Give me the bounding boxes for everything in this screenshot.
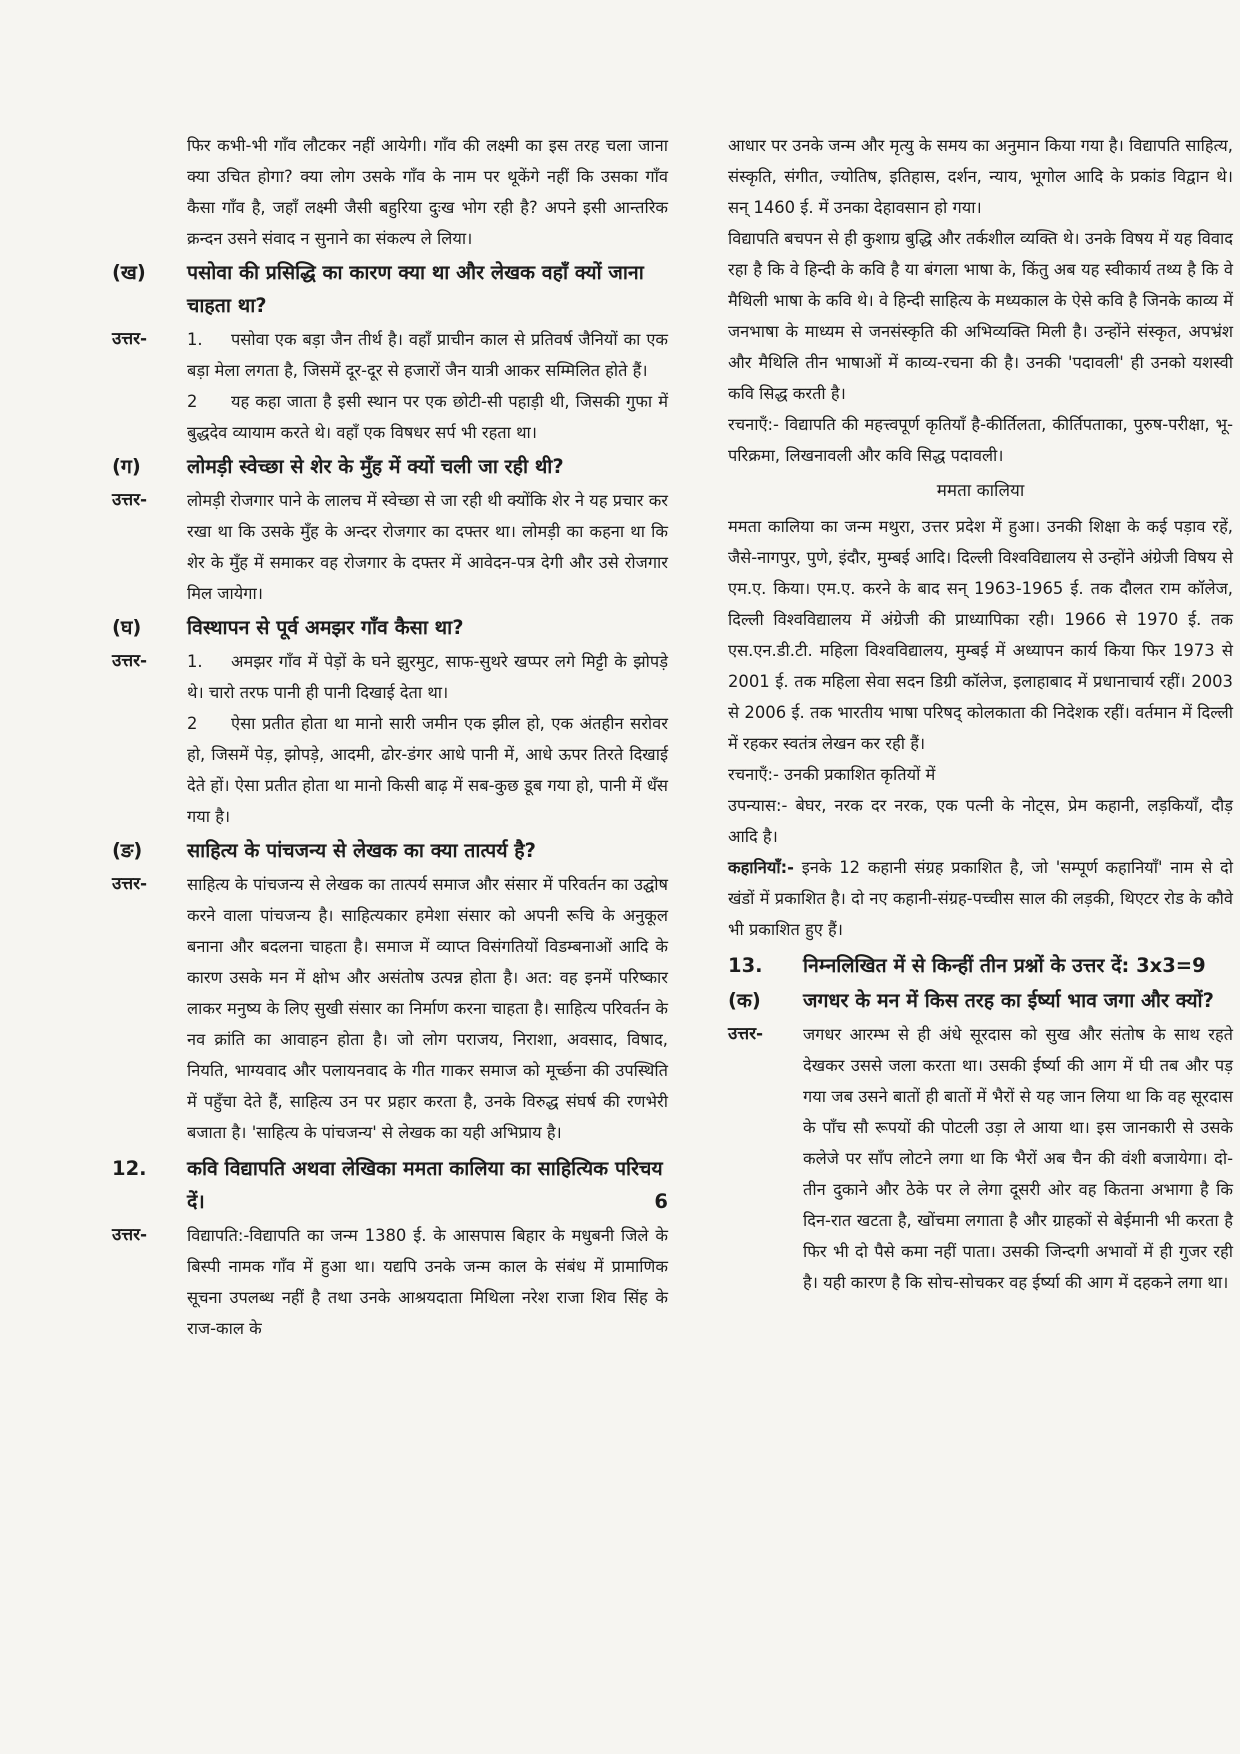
answer-point-2: 2 यह कहा जाता है इसी स्थान पर एक छोटी-सी पहाड़ी थी, जिसकी गुफा में बुद्धदेव व्यायाम करते थे। वहाँ एक विषधर सर्प भी रहता था।	[187, 392, 668, 442]
question-ka: (क) जगधर के मन में किस तरह का ईर्ष्या भाव जगा और क्यों?	[728, 989, 1214, 1012]
vidyapati-continuation: आधार पर उनके जन्म और मृत्यु के समय का अनुमान किया गया है। विद्यापति साहित्य, संस्कृति, संगीत, ज्योतिष, इतिहास, दर्शन, न्याय, भूगोल आदि के प्रकांड विद्वान थे। सन् 1460 ई. में उनका देहावसान हो गया।	[728, 136, 1233, 217]
mamta-novels: उपन्यास:- बेघर, नरक दर नरक, एक पत्नी के नोट्स, प्रेम कहानी, लड़कियाँ, दौड़ आदि है।	[728, 796, 1233, 846]
question-ga: (ग) लोमड़ी स्वेच्छा से शेर के मुँह में क्यों चली जा रही थी?	[112, 455, 564, 478]
question-text: पसोवा की प्रसिद्धि का कारण क्या था और लेखक वहाँ क्यों जाना चाहता था?	[187, 261, 644, 317]
question-13: 13. निम्नलिखित में से किन्हीं तीन प्रश्नों के उत्तर दें: 3x3=9	[728, 954, 1206, 977]
answer-point-2: 2 ऐसा प्रतीत होता था मानो सारी जमीन एक झील हो, एक अंतहीन सरोवर हो, जिसमें पेड़, झोपड़े, आदमी, ढोर-डंगर आधे पानी में, आधे ऊपर तिरते दिखाई देते हों। ऐसा प्रतीत होता था मानो किसी बाढ़ में सब-कुछ डूब गया हो, पानी में धँस गया है।	[187, 714, 668, 826]
intro-paragraph: फिर कभी-भी गाँव लौटकर नहीं आयेगी। गाँव की लक्ष्मी का इस तरह चला जाना क्या उचित होगा? क्या लोग उसके गाँव के नाम पर थूकेंगे नहीं कि उसका गाँव कैसा गाँव है, जहाँ लक्ष्मी जैसी बहुरिया दुःख भोग रही है? अपने इसी आन्तरिक क्रन्दन उसने संवाद न सुनाने का संकल्प ले लिया।	[187, 136, 668, 248]
vidyapati-works: रचनाएँ:- विद्यापति की महत्त्वपूर्ण कृतियाँ है-कीर्तिलता, कीर्तिपताका, पुरुष-परीक्षा, भू-परिक्रमा, लिखनावली और कवि सिद्ध पदावली।	[728, 415, 1233, 465]
mamta-intro: ममता कालिया का जन्म मथुरा, उत्तर प्रदेश में हुआ। उनकी शिक्षा के कई पड़ाव रहें, जैसे-नागपुर, पुणे, इंदौर, मुम्बई आदि। दिल्ली विश्वविद्यालय से उन्होंने अंग्रेजी विषय से एम.ए. किया। एम.ए. करने के बाद सन् 1963-1965 ई. तक दौलत राम कॉलेज, दिल्ली विश्वविद्यालय में अंग्रेजी की प्राध्यापिका रही। 1966 से 1970 ई. तक एस.एन.डी.टी. महिला विश्वविद्यालय, मुम्बई में अध्यापन कार्य किया फिर 1973 से 2001 ई. तक महिला सेवा सदन डिग्री कॉलेज, इलाहाबाद में प्रधानाचार्य रहीं। 2003 से 2006 ई. तक भारतीय भाषा परिषद् कोलकाता की निदेशक रहीं। वर्तमान में दिल्ली में रहकर स्वतंत्र लेखन कर रही हैं।	[728, 517, 1233, 753]
marks: 6	[654, 1190, 668, 1213]
question-kha	[112, 256, 668, 322]
question-12: 12. कवि विद्यापति अथवा लेखिका ममता कालिया का साहित्यिक परिचय दें। 6	[112, 1152, 668, 1218]
question-nga: (ङ) साहित्य के पांचजन्य से लेखक का क्या तात्पर्य है?	[112, 839, 536, 862]
answer-gha: उत्तर- 1. अमझर गाँव में पेड़ों के घने झुरमुट, साफ-सुथरे खप्पर लगे मिट्टी के झोपड़े थे। चारो तरफ पानी ही पानी दिखाई देता था। 2 ऐसा प्रतीत होता था मानो सारी जमीन एक झील हो, एक अंतहीन सरोवर हो, जिसमें पेड़, झोपड़े, आदमी, ढोर-डंगर आधे पानी में, आधे ऊपर तिरते दिखाई देते हों। ऐसा प्रतीत होता था मानो किसी बाढ़ में सब-कुछ डूब गया हो, पानी में धँस गया है।	[112, 646, 668, 832]
marks: 3x3=9	[1136, 954, 1206, 977]
question-gha: (घ) विस्थापन से पूर्व अमझर गाँव कैसा था?	[112, 616, 464, 639]
right-column	[728, 130, 1233, 1298]
answer-label: उत्तर-	[112, 329, 148, 349]
answer-point-1: 1. पसोवा एक बड़ा जैन तीर्थ है। वहाँ प्राचीन काल से प्रतिवर्ष जैनियों का एक बड़ा मेला लगता है, जिसमें दूर-दूर से हजारों जैन यात्री आकर सम्मिलित होते हैं।	[187, 330, 668, 380]
answer-point-1: 1. अमझर गाँव में पेड़ों के घने झुरमुट, साफ-सुथरे खप्पर लगे मिट्टी के झोपड़े थे। चारो तरफ पानी ही पानी दिखाई देता था।	[187, 652, 668, 702]
mamta-stories: कहानियाँ:- इनके 12 कहानी संग्रह प्रकाशित है, जो 'सम्पूर्ण कहानियाँ' नाम से दो खंडों में प्रकाशित है। दो नए कहानी-संग्रह-पच्चीस साल की लड़की, थिएटर रोड के कौवे भी प्रकाशित हुए हैं।	[728, 858, 1233, 939]
answer-kha	[112, 324, 668, 448]
answer-12: उत्तर- विद्यापति:-विद्यापति का जन्म 1380 ई. के आसपास बिहार के मधुबनी जिले के बिस्पी नामक गाँव में हुआ था। यद्यपि उनके जन्म काल के संबंध में प्रामाणिक सूचना उपलब्ध नहीं है तथा उनके आश्रयदाता मिथिला नरेश राजा शिव सिंह के राज-काल के	[112, 1225, 668, 1338]
answer-nga: उत्तर- साहित्य के पांचजन्य से लेखक का तात्पर्य समाज और संसार में परिवर्तन का उद्घोष करने वाला पांचजन्य है। साहित्यकार हमेशा संसार को अपनी रूचि के अनुकूल बनाना और बदलना चाहता है। समाज में व्याप्त विसंगतियों विडम्बनाओं आदि के कारण उसके मन में क्षोभ और असंतोष उत्पन्न होता है। अत: वह इनमें परिष्कार लाकर मनुष्य के लिए सुखी संसार का निर्माण करना चाहता है। साहित्य परिवर्तन के नव क्रांति का आवाहन होता है। जो लोग पराजय, निराशा, अवसाद, विषाद, नियति, भाग्यवाद और पलायनवाद के गीत गाकर समाज को मूर्च्छना की उपस्थिति में पहुँचा देते हैं, साहित्य उन पर प्रहार करता है, उनके विरुद्ध संघर्ष की रणभेरी बजाता है। 'साहित्य के पांचजन्य' से लेखक का यही अभिप्राय है।	[112, 874, 668, 1142]
left-column	[112, 130, 668, 1344]
mamta-works-label: रचनाएँ:- उनकी प्रकाशित कृतियों में	[728, 765, 936, 784]
mamta-heading: ममता कालिया	[936, 481, 1025, 501]
vidyapati-intro: विद्यापति बचपन से ही कुशाग्र बुद्धि और तर्कशील व्यक्ति थे। उनके विषय में यह विवाद रहा है कि वे हिन्दी के कवि है या बंगला भाषा के, किंतु अब यह स्वीकार्य तथ्य है कि वे मैथिली भाषा के कवि थे। वे हिन्दी साहित्य के मध्यकाल के ऐसे कवि है जिनके काव्य में जनभाषा के माध्यम से जनसंस्कृति की अभिव्यक्ति मिली है। उन्होंने संस्कृत, अपभ्रंश और मैथिलि तीन भाषाओं में काव्य-रचना की है। उनकी 'पदावली' ही उनको यशस्वी कवि सिद्ध करती है।	[728, 229, 1233, 403]
question-label: (ख)	[112, 261, 146, 284]
answer-ka: उत्तर- जगधर आरम्भ से ही अंधे सूरदास को सुख और संतोष के साथ रहते देखकर उससे जला करता था। उसकी ईर्ष्या की आग में घी तब और पड़ गया जब उसने बातों ही बातों में भैरों से यह जान लिया था कि वह सूरदास के पाँच सौ रूपयों की पोटली उड़ा ले आया था। इस जानकारी से उसके कलेजे पर साँप लोटने लगा था कि भैरों अब चैन की वंशी बजायेगा। दो-तीन दुकाने और ठेके पर ले लेगा दूसरी ओर वह कितना अभागा है कि दिन-रात खटता है, खोंचमा लगाता है और ग्राहकों से बेईमानी भी करता है फिर भी दो पैसे कमा नहीं पाता। उसकी जिन्दगी अभावों में ही गुजर रही है। यही कारण है कि सोच-सोचकर वह ईर्ष्या की आग में दहकने लगा था।	[728, 1024, 1233, 1292]
answer-ga: उत्तर- लोमड़ी रोजगार पाने के लालच में स्वेच्छा से जा रही थी क्योंकि शेर ने यह प्रचार कर रखा था कि उसके मुँह के अन्दर रोजगार का दफ्तर था। लोमड़ी का कहना था कि शेर के मुँह में समाकर वह रोजगार के दफ्तर में आवेदन-पत्र देगी और उसे रोजगार मिल जायेगा।	[112, 490, 668, 603]
